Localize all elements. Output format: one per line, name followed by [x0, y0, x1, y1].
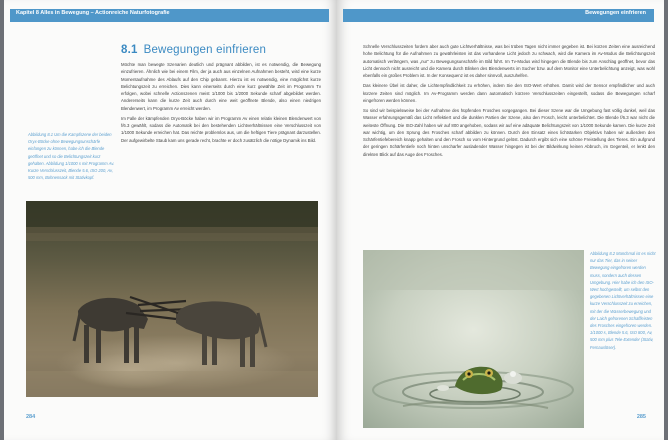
oryx-photo: [26, 201, 318, 397]
paragraph: So sind wir beispielsweise bei der Aufnahme des hüpfenden Frosches vorgegangen. Bei dieser Szene war die Umgebung fast völlig dunkel, weil das Wasser erfahrungsgemäß das Licht reflektiert und die dunklen Partien der Szene, also den Frosch, leicht unterbelichtet. Die Blende f/6.3 war nicht die weiteste Öffnung. Die ISO-Zahl haben wir auf 800 angehoben, sodass wir auf eine adäquate Belichtungszeit von 1/1000 Sekunde kamen. Die kurze Zeit war wichtig, um den Sprung des Frosches scharf abbilden zu können. Durch den Einsatz eines lichtstarken Objektivs haben wir außerdem den Schärfentiefebereich knapp gehalten und den Frosch so vom Hintergrund gelöst. Dadurch ergibt sich eine schöne Freistellung des Tieres. Ein aufgrund der geringen Schärfentiefe noch hinten unscharfer ausladender Wasser hingegen ist bei der Bildwirkung keinen Abbruch, im Gegenteil, er lenkt den direkten Blick auf das Auge des Frosches.: [363, 108, 655, 157]
figure-caption: Abbildung 8.1 Um die Kampfszene der beiden Oryx-Böcke ohne Bewegungsunschärfe einfangen zu können, habe ich die Blende geöffnet und so die Belichtungszeit kurz gehalten. Abbildung 1/1000 s mit Programm Av. Kurze Verschlusszeit, Blende 5.6, ISO 200, Av, 500 mm, Bohnensack mit Stativkopf.: [28, 132, 115, 181]
paragraph: Möchte man bewegte Szenarien deutlich und prägnant abbilden, ist es notwendig, die Bewegung einzufrieren. Ähnlich wie bei einem Film, der ja auch aus einzelnen Aufnahmen besteht, wird eine kurze Momentaufnahme des Ablaufs auf den Chip gebannt. Hierzu ist es notwendig, eine möglichst kurze Belichtungszeit zu erreichen. Dies kann einerseits durch eine kurz gewählte Zeit im Programm Tv erfolgen, wobei schnelle Actionszenen meist 1/1000 bis 1/2000 Sekunde scharf abgebildet werden. Andererseits kann die kurze Zeit auch durch eine weit geöffnete Blende, also einen niedrigen Blendenwert, im Programm Av erreicht werden.: [121, 62, 321, 111]
running-header: Bewegungen einfrieren: [585, 10, 646, 16]
running-header: Kapitel 8 Alles in Bewegung – Actionreiche Naturfotografie: [16, 10, 170, 16]
running-header-bar: [10, 9, 329, 22]
section-heading: [121, 44, 266, 56]
paragraph: Das kleinere Übel ist daher, die Lichtempfindlichkeit zu erhöhen, indem Sie den ISO-Wert erhöhen. Damit wird der Sensor empfindlicher und auch kürzere Zeiten sind möglich. Im Av-Programm werden dann automatisch kürzere Verschlusszeiten eingestellt, sodass die Bewegungen scharf eingefroren werden können.: [363, 83, 655, 103]
page-number: 284: [26, 414, 36, 420]
paragraph: Schnelle Verschlusszeiten fordern aber auch gute Lichtverhältnisse, was bei trüben Tagen nicht immer gegeben ist. Bei kürzen Zeiten eine ausreichend hohe Belichtung für die Aufnahmen zu gewährleisten ist das vorhandene Licht jedoch zu schwach, wird die Kamera im Av-Modus die Belichtungszeit automatisch verlängern, was „nur“ zu Bewegungsunschärfe im Bild führt. Im Tv-Modus wird hingegen die Blende bis zum Anschlag geöffnet, bevor das Licht dennoch nicht ausreicht und die Kamera durch Blinken des Blendenwerts im Sucher bzw. auf dem Monitor eine Unterbelichtung anzeigt, was wohl ebenfalls ein großes Problem ist. In der Konsequenz ist es daher sinnvoll, auszuhelfen.: [363, 44, 655, 78]
section-number: 8.1: [121, 44, 138, 56]
body-text: [121, 61, 321, 147]
book-spread: [4, 0, 664, 440]
paragraph: Im Falle der kämpfenden Oryx-Böcke haben wir im Programm Av einen relativ kleinen Blendenwert von f/6.3 gewählt, sodass die Automatik bei den bestehenden Lichtverhältnissen eine Verschlusszeit von 1/1000 Sekunde erreichen hat. Das reichte problemlos aus, um die heftigen Tiere prägnant darzustellen. Der aufgewirbelte Staub kam uns gerade recht, brachte er doch zusätzlich die nötige Dynamik ins Bild.: [121, 115, 321, 143]
page-number: 285: [636, 414, 646, 420]
frog-photo: [363, 250, 584, 428]
right-page: [337, 0, 664, 440]
section-title: Bewegungen einfrieren: [143, 44, 267, 56]
left-page: [4, 0, 337, 440]
running-header-bar: [343, 9, 654, 22]
figure-caption: Abbildung 8.2 Manchmal ist es nicht nur das Tier, das in seiner Bewegung eingefroren werden muss, sondern auch dessen Umgebung. Hier habe ich den ISO-Wert hochgestellt, um selbst den gegebenen Lichtverhältnissen eine kurze Verschlusszeit zu erreichen, mit der die Wasserbewegung und der Laich gefrorenen Schaffleisten des Frosches eingefroren werden. 1/1000 s, Blende 5.6, ISO 800, Av, 500 mm plus Tele-Extender (Stativ, Fernauslöser).: [590, 251, 656, 350]
body-text: [363, 43, 655, 161]
